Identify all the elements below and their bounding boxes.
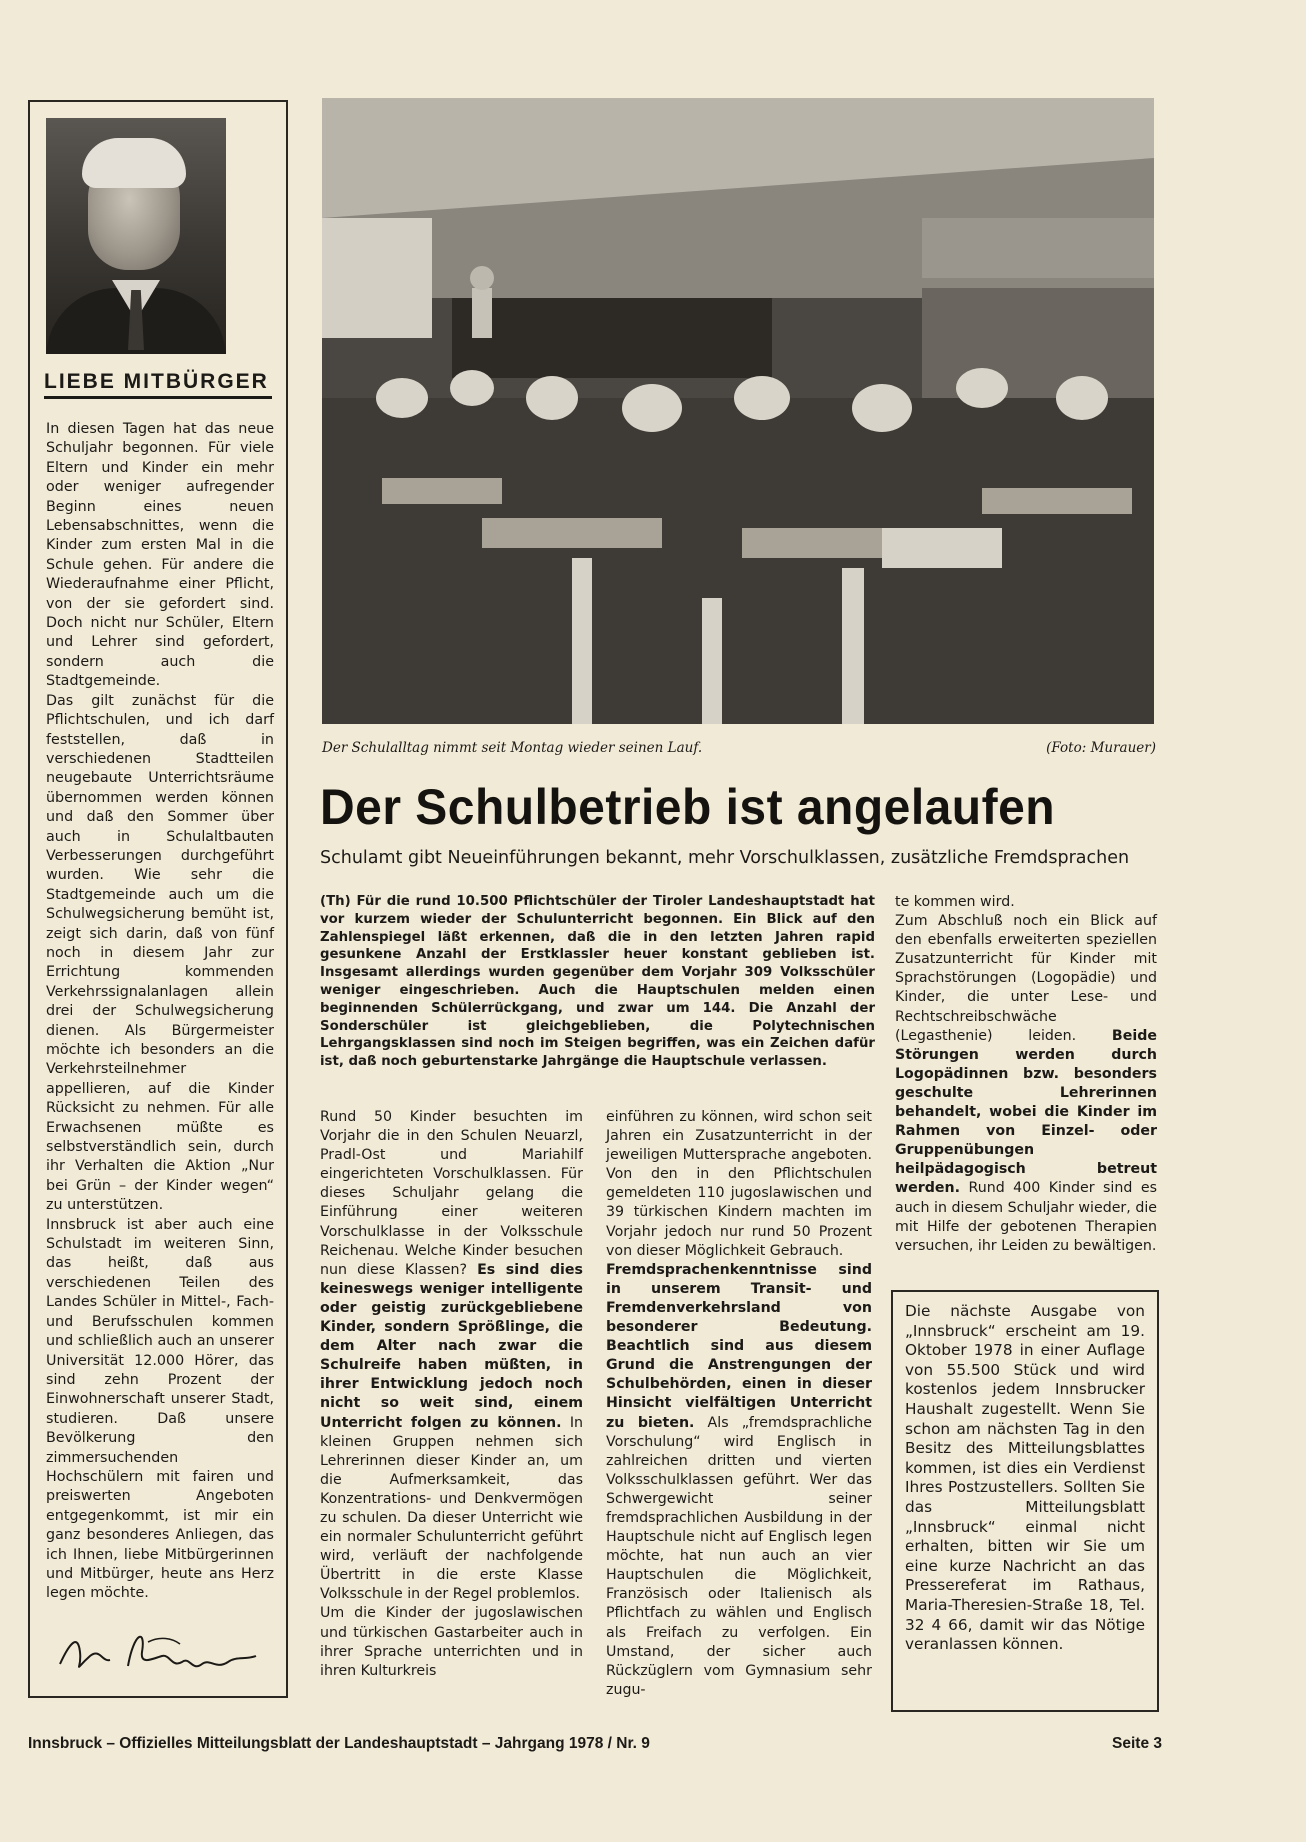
text-run: Rund 50 Kinder besuchten im Vorjahr die in den Schulen Neuarzl, Pradl-Ost und Mariahilf eingerichteten Vorschulklassen. Für dieses Schuljahr gelang die Einführung einer weiteren Vorschulklasse in der Volksschule Reichenau. Welche Kinder besuchen nun diese Klassen? xyxy=(320,1109,583,1278)
mayor-letter-box xyxy=(28,100,288,1698)
mayor-signature xyxy=(50,1622,270,1682)
text-run-bold: Fremdsprachenkenntnisse sind in unserem Transit- und Fremdenverkehrsland von besonderer Bedeutung. Beachtlich sind aus diesem Grund die Anstrengungen der Schulbehörden, einen in dieser Hinsicht vielfältigen Unterricht zu bieten. xyxy=(606,1261,872,1431)
letter-body xyxy=(46,420,274,1604)
mayor-portrait-photo xyxy=(46,118,226,354)
next-issue-notice: Die nächste Ausgabe von „Innsbruck“ erscheint am 19. Oktober 1978 in einer Auflage von 55.500 Stück und wird kostenlos jedem Innsbrucker Haushalt zugestellt. Wenn Sie schon am nächsten Tag in den Besitz des Mitteilungsblattes kommen, ist dies ein Verdienst Ihres Postzustellers. Sollten Sie das Mitteilungsblatt „Innsbruck“ einmal nicht erhalten, bitten wir Sie um eine kurze Nachricht an das Pressereferat im Rathaus, Maria-Theresien-Straße 18, Tel. 32 4 66, damit wir das Nötige veranlassen können. xyxy=(891,1290,1159,1712)
paragraph xyxy=(606,1261,872,1700)
photo-credit: (Foto: Murauer) xyxy=(1046,740,1156,756)
article-headline: Der Schulbetrieb ist angelaufen xyxy=(320,779,1056,835)
article-subheadline: Schulamt gibt Neueinführungen bekannt, mehr Vorschulklassen, zusätzliche Fremdsprachen xyxy=(320,848,1130,868)
text-run: In kleinen Gruppen nehmen sich Lehrerinnen dieser Kinder an, um die Aufmerksamkeit, das Konzentrations- und Denkvermögen zu schulen. Da dieser Unterricht wie ein normaler Schulunterricht geführt wird, verläuft der nachfolgende Übertritt in die erste Klasse Volksschule in der Regel problemlos. xyxy=(320,1414,583,1603)
article-column-1 xyxy=(320,1108,583,1681)
paragraph: Um die Kinder der jugoslawischen und türkischen Gastarbeiter auch in ihrer Sprache unterrichten und in ihren Kulturkreis xyxy=(320,1605,583,1679)
classroom-photo xyxy=(322,98,1154,724)
text-run: Als „fremdsprachliche Vorschulung“ wird Englisch in zahlreichen dritten und vierten Volksschulklassen geführt. Wer das Schwergewicht seiner fremdsprachlichen Ausbildung in der Hauptschule nicht auf Englisch legen möchte, hat nun auch an vier Hauptschulen die Möglichkeit, Französisch oder Italienisch als Pflichtfach zu wählen und Englisch als Freifach zu verfolgen. Ein Umstand, der sicher auch Rückzüglern vom Gymnasium sehr zugu- xyxy=(606,1414,872,1698)
article-lead: (Th) Für die rund 10.500 Pflichtschüler der Tiroler Landeshauptstadt hat vor kurzem wieder der Schulunterricht begonnen. Ein Blick auf den Zahlenspiegel läßt erkennen, daß die in den letzten Jahren rapid gesunkene Anzahl der Erstklassler heuer konstant geblieben ist. Insgesamt allerdings wurden gegenüber dem Vorjahr 309 Volksschüler weniger eingeschrieben. Auch die Hauptschulen melden einen beginnenden Schülerrückgang, und zwar um 144. Die Anzahl der Sonderschüler ist gleichgeblieben, die Polytechnischen Lehrgangsklassen sind noch im Steigen begriffen, was ein Zeichen dafür ist, daß noch geburtenstarke Jahrgänge die Hauptschule verlassen. xyxy=(320,894,875,1070)
text-run: Zum Abschluß noch ein Blick auf den ebenfalls erweiterten speziellen Zusatzunterricht für Kinder mit Sprachstörungen (Logopädie) und Kinder, die unter Lese- und Rechtschreibschwäche (Legasthenie) leiden. xyxy=(895,913,1157,1044)
text-run-bold: Es sind dies keineswegs weniger intelligente oder geistig zurückgebliebene Kinder, sondern Sprößlinge, die dem Alter nach zwar die Schulreife haben müßten, in ihrer Entwicklung jedoch noch nicht so weit sind, einem Unterricht folgen zu können. xyxy=(320,1261,583,1431)
text-run-bold: Beide Störungen werden durch Logopädinnen bzw. besonders geschulte Lehrerinnen behandelt, wobei die Kinder im Rahmen von Einzel- oder Gruppenübungen heilpädagogisch betreut werden. xyxy=(895,1027,1157,1197)
footer-publication: Innsbruck – Offizielles Mitteilungsblatt der Landeshauptstadt – Jahrgang 1978 / Nr. 9 xyxy=(28,1735,650,1752)
letter-paragraph: Das gilt zunächst für die Pflichtschulen, und ich darf feststellen, daß in verschiedenen Stadtteilen neugebaute Unterrichtsräume übernommen werden können und daß den Sommer über auch in Schulaltbauten Verbesserungen durchgeführt wurden. Wie sehr die Stadtgemeinde auch um die Schulwegsicherung bemüht ist, zeigt sich darin, daß von fünf noch in diesem Jahr zur Errichtung kommenden Verkehrssignalanlagen allein drei der Schulwegsicherung dienen. Als Bürgermeister möchte ich besonders an die Verkehrsteilnehmer appellieren, auf die Kinder Rücksicht zu nehmen. Für alle Erwachsenen müßte es selbstverständlich sein, durch ihr Verhalten die Aktion „Nur bei Grün – der Kinder wegen“ zu unterstützen. xyxy=(46,692,274,1214)
article-column-3 xyxy=(895,893,1157,1256)
letter-title: LIEBE MITBÜRGER xyxy=(44,370,272,399)
article-column-2 xyxy=(606,1108,872,1700)
photo-caption: Der Schulalltag nimmt seit Montag wieder seinen Lauf. xyxy=(322,740,703,756)
paragraph: te kommen wird. xyxy=(895,894,1015,910)
text-run: Rund 400 Kinder sind es auch in diesem Schuljahr wieder, die mit Hilfe der gebotenen Therapien versuchen, ihr Leiden zu bewältigen. xyxy=(895,1180,1157,1254)
footer-page-number: Seite 3 xyxy=(1112,1735,1162,1752)
letter-paragraph: In diesen Tagen hat das neue Schuljahr begonnen. Für viele Eltern und Kinder ein mehr oder weniger aufregender Beginn eines neuen Lebensabschnittes, wenn die Kinder zum ersten Mal in die Schule gehen. Für andere die Wiederaufnahme einer Pflicht, von der sie gefordert sind. Doch nicht nur Schüler, Eltern und Lehrer sind gefordert, sondern auch die Stadtgemeinde. xyxy=(46,421,274,690)
letter-paragraph: Innsbruck ist aber auch eine Schulstadt im weiteren Sinn, das heißt, daß aus verschiedenen Teilen des Landes Schüler in Mittel-, Fach- und Berufsschulen kommen und schließlich auch an unserer Universität 12.000 Hörer, das sind zehn Prozent der Einwohnerschaft unserer Stadt, studieren. Daß unsere Bevölkerung den zimmersuchenden Hochschülern mit fairen und preiswerten Angeboten entgegenkommt, ist mir ein ganz besonderes Anliegen, das ich Ihnen, liebe Mitbürgerinnen und Mitbürger, heute ans Herz legen möchte. xyxy=(46,1216,274,1602)
paragraph: einführen zu können, wird schon seit Jahren ein Zusatzunterricht in der jeweiligen Muttersprache angeboten. Von den in den Pflichtschulen gemeldeten 110 jugoslawischen und 39 türkischen Kindern machten im Vorjahr jedoch nur rund 50 Prozent von dieser Möglichkeit Gebrauch. xyxy=(606,1109,872,1259)
paragraph xyxy=(320,1108,583,1604)
paragraph xyxy=(895,912,1157,1256)
